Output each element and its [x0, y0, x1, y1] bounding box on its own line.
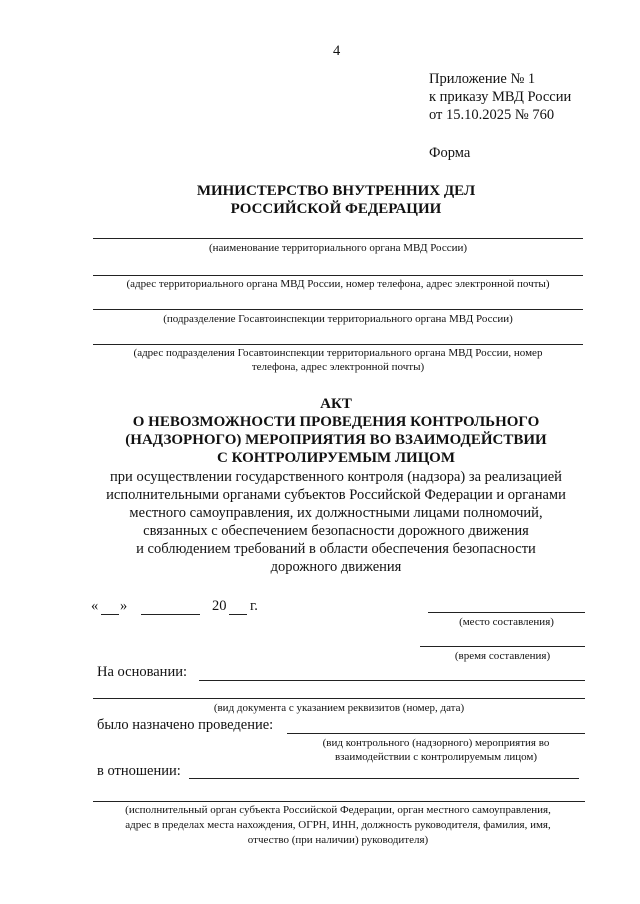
date-open-quote: « — [91, 598, 99, 614]
regarding-field-2[interactable] — [93, 801, 585, 802]
date-year-prefix: 20 — [212, 598, 227, 614]
act-title-line-4: С КОНТРОЛИРУЕМЫМ ЛИЦОМ — [216, 450, 455, 466]
scheduled-label: было назначено проведение: — [97, 717, 274, 733]
scheduled-field[interactable] — [287, 733, 585, 734]
date-close-quote: » — [120, 598, 128, 614]
scheduled-caption-2: взаимодействии с контролируемым лицом) — [334, 751, 538, 763]
gai-division-line — [93, 309, 583, 310]
basis-field[interactable] — [199, 680, 585, 681]
regarding-label: в отношении: — [97, 763, 181, 779]
act-title-line-2: О НЕВОЗМОЖНОСТИ ПРОВЕДЕНИЯ КОНТРОЛЬНОГО — [132, 414, 540, 430]
date-day-field[interactable] — [101, 614, 119, 615]
scheduled-caption-1: (вид контрольного (надзорного) мероприятия во — [322, 737, 550, 749]
ministry-line-2: РОССИЙСКОЙ ФЕДЕРАЦИИ — [230, 201, 442, 217]
basis-field-2[interactable] — [93, 698, 585, 699]
act-subtitle-line: связанных с обеспечением безопасности дорожного движения — [143, 523, 529, 539]
gai-address-caption-2: телефона, адрес электронной почты) — [251, 361, 425, 373]
regarding-field[interactable] — [189, 778, 579, 779]
annex-line-1: Приложение № 1 — [429, 71, 536, 87]
form-label: Форма — [429, 145, 471, 161]
regarding-caption-2: адрес в пределах места нахождения, ОГРН, ИНН, должность руководителя, фамилия, имя, — [125, 819, 551, 831]
place-field[interactable] — [428, 612, 585, 613]
regarding-caption-3: отчество (при наличии) руководителя) — [247, 834, 429, 846]
regarding-caption-1: (исполнительный орган субъекта Российской Федерации, орган местного самоуправления, — [125, 804, 551, 816]
basis-caption: (вид документа с указанием реквизитов (номер, дата) — [213, 702, 465, 714]
ministry-line-1: МИНИСТЕРСТВО ВНУТРЕННИХ ДЕЛ — [196, 183, 476, 199]
time-field[interactable] — [420, 646, 585, 647]
gai-address-caption-1: (адрес подразделения Госавтоинспекции территориального органа МВД России, номер — [133, 347, 543, 359]
gai-address-line — [93, 344, 583, 345]
act-subtitle-line: исполнительными органами субъектов Российской Федерации и органами — [106, 487, 566, 503]
time-caption: (время составления) — [454, 650, 551, 662]
act-title: АКТ — [320, 396, 352, 412]
basis-label: На основании: — [97, 664, 187, 680]
act-subtitle-line: при осуществлении государственного контроля (надзора) за реализацией — [110, 469, 562, 485]
territorial-address-caption: (адрес территориального органа МВД России, номер телефона, адрес электронной почты) — [126, 278, 550, 290]
territorial-body-caption: (наименование территориального органа МВД России) — [208, 242, 468, 254]
annex-line-2: к приказу МВД России — [429, 89, 572, 105]
date-month-field[interactable] — [141, 614, 200, 615]
gai-division-caption: (подразделение Госавтоинспекции территориального органа МВД России) — [163, 313, 513, 325]
annex-line-3: от 15.10.2025 № 760 — [429, 107, 555, 123]
page-number: 4 — [333, 43, 341, 59]
date-year-field[interactable] — [229, 614, 247, 615]
act-subtitle-line: дорожного движения — [270, 559, 402, 575]
act-title-line-3: (НАДЗОРНОГО) МЕРОПРИЯТИЯ ВО ВЗАИМОДЕЙСТВИИ — [125, 432, 547, 448]
territorial-address-line — [93, 275, 583, 276]
act-subtitle-line: и соблюдением требований в области обеспечения безопасности — [136, 541, 536, 557]
act-subtitle-line: местного самоуправления, их должностными лицами полномочий, — [129, 505, 543, 521]
date-year-suffix: г. — [250, 598, 258, 614]
place-caption: (место составления) — [459, 616, 554, 628]
territorial-body-line — [93, 238, 583, 239]
